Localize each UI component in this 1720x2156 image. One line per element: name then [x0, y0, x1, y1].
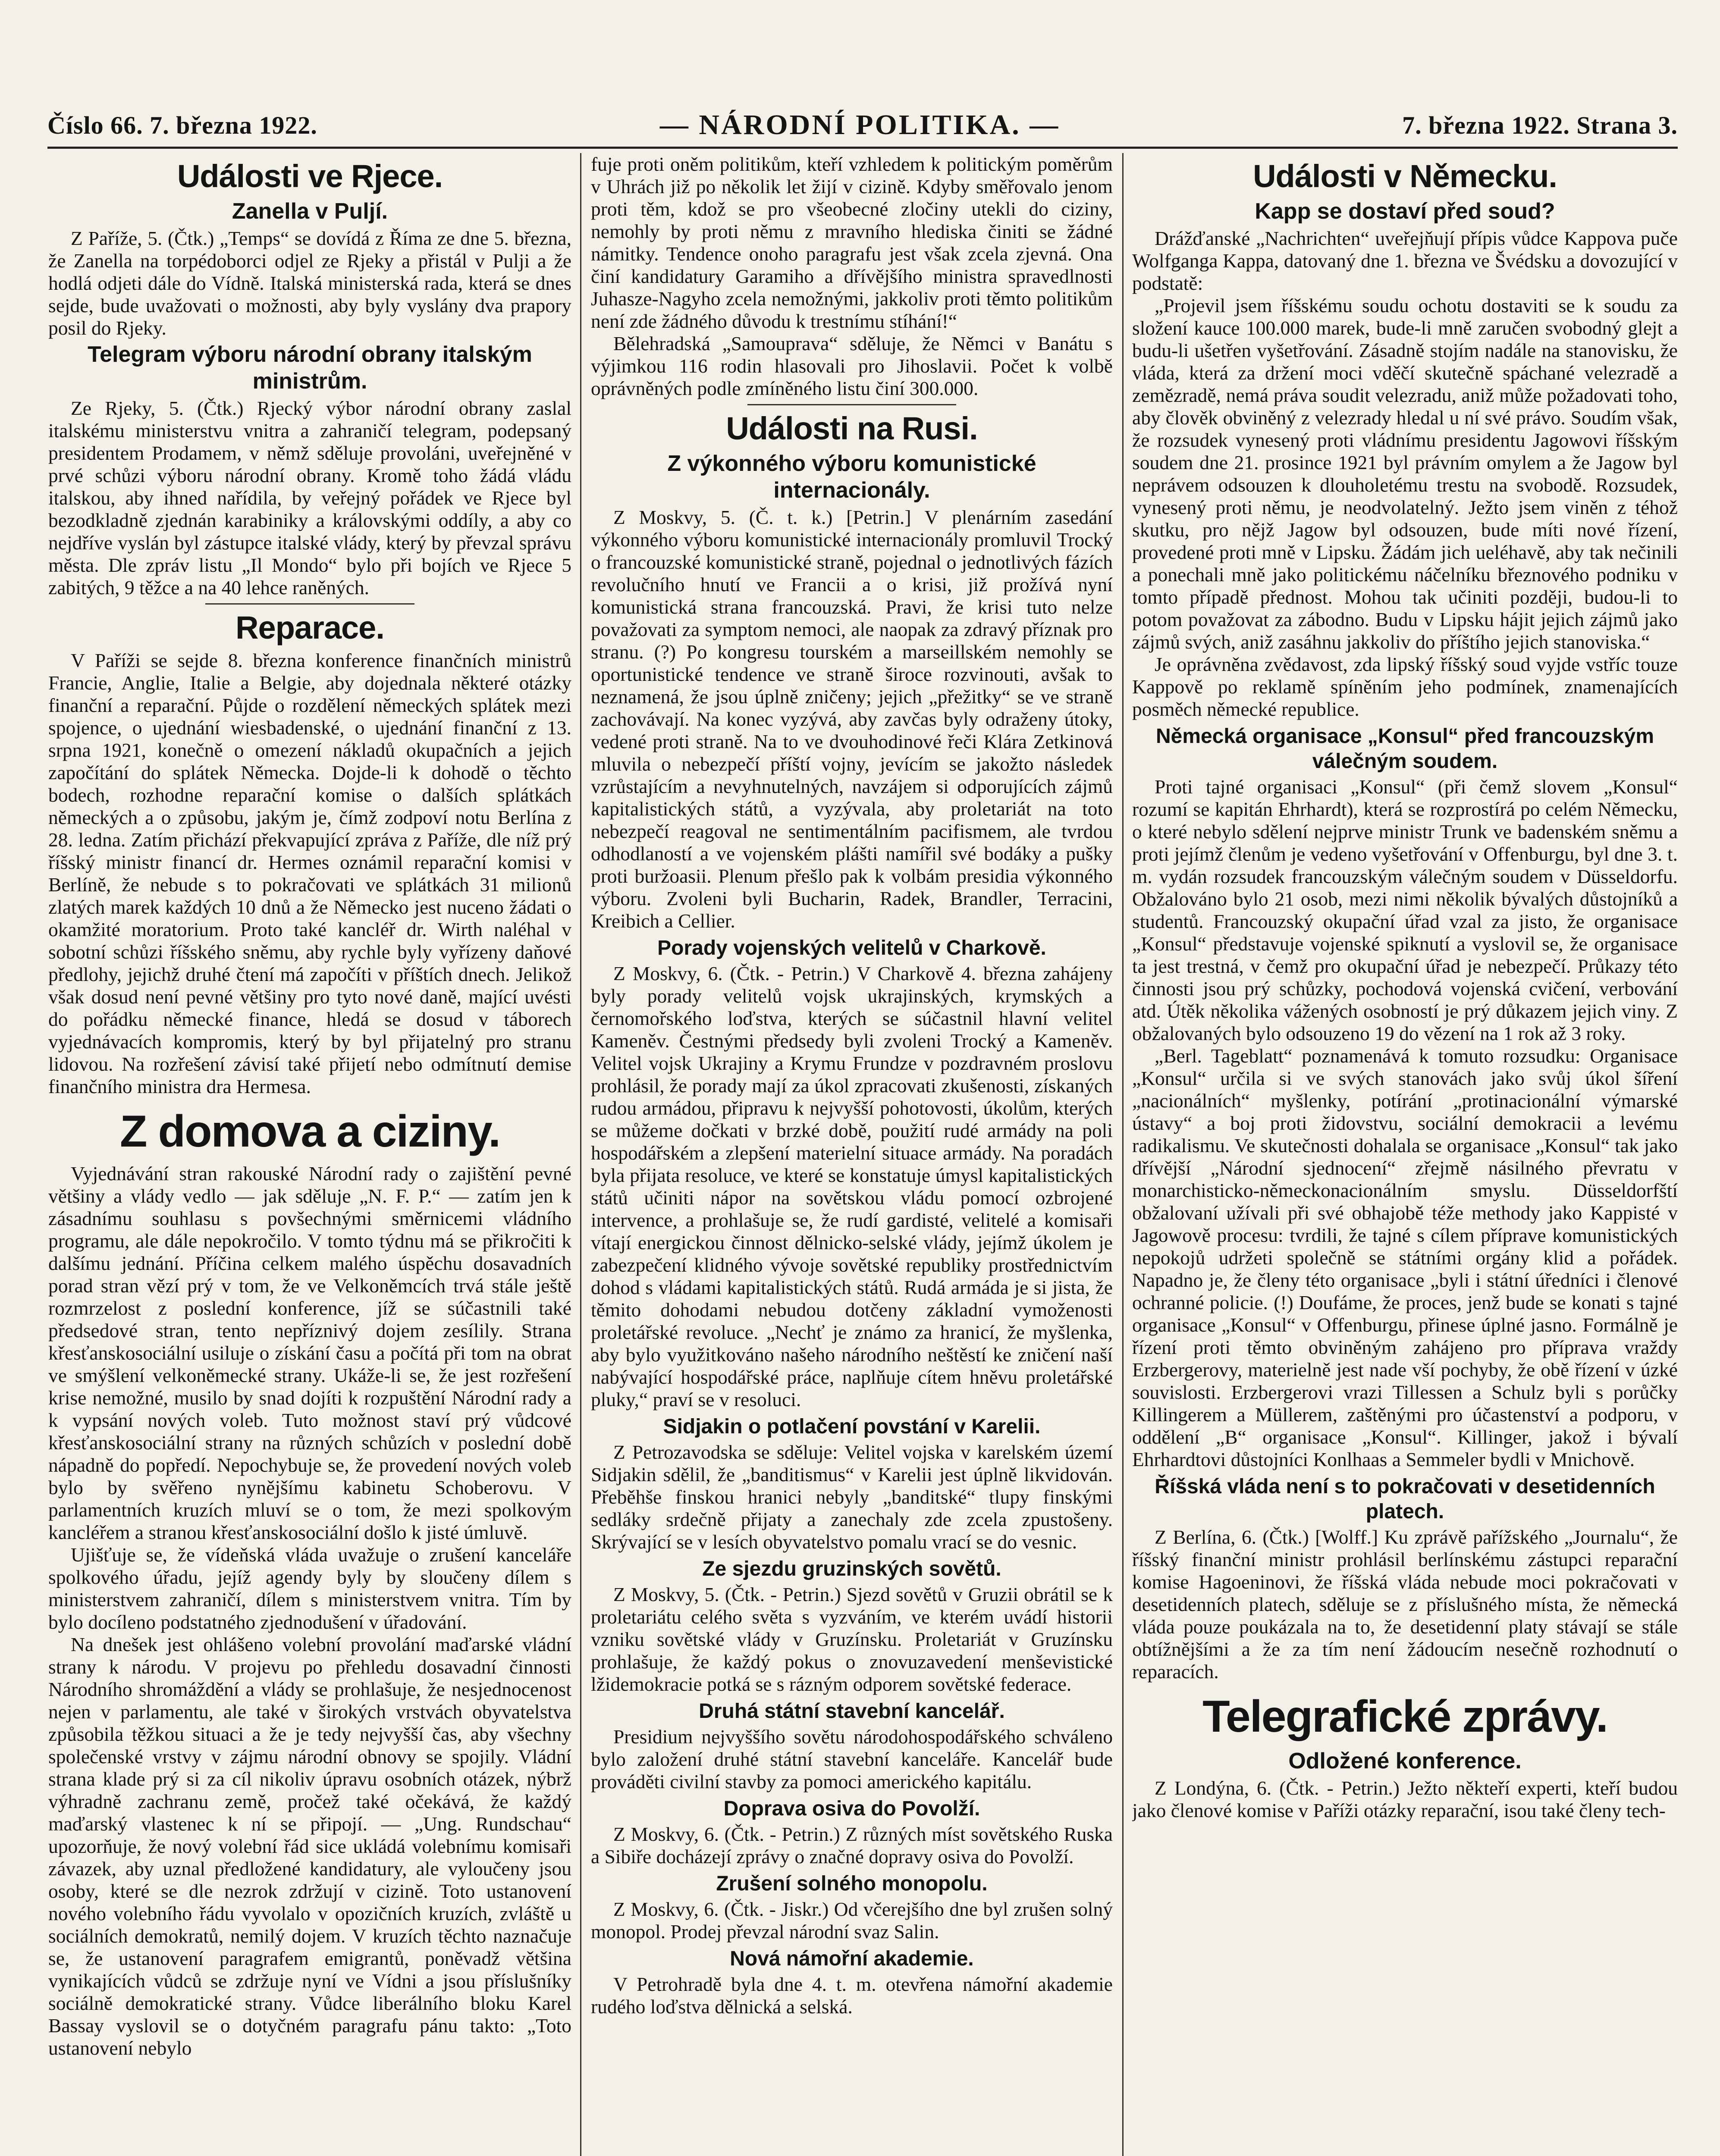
article-paragraph: Z Moskvy, 6. (Čtk. - Petrin.) V Charkově 4. března zahájeny byly porady velitelů vojsk ukrajinských, krymských a černomořského loďstva, kterých se súčastnil hlavní velitel Kameněv. Čestnými předsedy byli zvoleni Trocký a Kameněv. Velitel vojsk Ukrajiny a Krymu Frundze v pozdravném proslovu prohlásil, že porady mají za úkol zpracovati zkušenosti, získaných rudou armádou, připravu k nejvyšší pohotovosti, úkolům, kterých se můžeme dočkati v brzké době, použití rudé armády na poli hospodářském a zlepšení materielní situace armády. Na poradách byla přijata resoluce, ve které se konstatuje úmysl kapitalistických států učiniti nápor na sovětskou vládu pomocí ozbrojené intervence, a prohlašuje se, že rudí gardisté, velitelé a komisaři vítají energickou činnost dělnicko-selské vlády, jejímž úkolem je zabezpečení klidného vývoje sovětské republiky prostřednictvím dohod s vládami kapitalistických států. Rudá armáda je si jista, že těmito dohodami nebudou dotčeny základní vymoženosti proletářské revoluce. „Nechť je známo za hranicí, že myšlenka, aby bylo využitkováno našeho národního neštěstí ke zničení naší nabývající hospodářské práce, naplňuje cítem hněvu proletářské pluky,“ praví se v resoluci. — [591, 962, 1113, 1410]
article-paragraph: „Projevil jsem říšskému soudu ochotu dostaviti se k soudu za složení kauce 100.000 marek, bude-li mně zaručen svobodný glejt a budu-li ušetřen vyšetřování. Zásadně stojím nadále na stanovisku, že vláda, která za držení moci vděčí skutečně spáchané velezradě a zemězradě, nemá práva soudit velezradu, aniž může požadovati toho, aby člověk obviněný z velezrady hledal u ní své právo. Soudím však, že rozsudek vynesený proti vládnímu presidentu Jagowovi říšským soudem dne 21. prosince 1921 byl právním omylem a že Jagow byl neprávem odsouzen k dlouholetému trestu na svobodě. Rozsudek, vynesený proti němu, je neodvolatelný. Ježto jsem viněn z téhož skutku, pro nějž Jagow byl odsouzen, bude míti nové řízení, provedené proti mně v Lipsku. Žádám jich ueléhavě, aby tak nečinili a ponechali mně jako politickému náčelníku březnového podniku v tomto případě přednost. Mohou tak učiniti později, budou-li to potom považovat za zábodno. Budu v Lipsku hájit jejich zájmů jako zájmů svých, aniž zasáhnu jakkoliv do příštího jejich stanoviska.“ — [1132, 295, 1678, 653]
article-paragraph: Z Moskvy, 5. (Č. t. k.) [Petrin.] V plenárním zasedání výkonného výboru komunistické internacionály promluvil Trocký o francouzské komunistické straně, pojednal o jednotlivých fázích revolučního hnutí ve Francii a o krisi, již prožívá nyní komunistická strana francouzská. Pravi, že krisi tuto nelze považovati za symptom nemoci, ale naopak za zdravý příznak pro stranu. (?) Po kongresu tourském a marseillském nemohly se oportunistické tendence ve straně široce rozvinouti, avšak to neznamená, že jsou úplně zničeny; jejich „přežitky“ se ve straně zachovávají. Na konec vyzývá, aby zavčas byly odraženy útoky, vedené proti straně. Na to ve dvouhodinové řeči Klára Zetkinová mluvila o nebezpečí příští vojny, jevícím se jakožto následek vzrůstajícím a nevyhnutelných, navzájem si odporujících zájmů kapitalistických států, a vyzývala, aby proletariát na toto nebezpečí reagoval ne sentimentálním pacifismem, ale tvrdou odhodlaností a ve vojenském plášti namířil své bodáky a pušky proti buržoasii. Plenum přešlo pak k volbám presidia výkonného výboru. Zvoleni byli Bucharin, Radek, Brandler, Terracini, Kreibich a Cellier. — [591, 506, 1113, 932]
article-paragraph: Ujišťuje se, že vídeňská vláda uvažuje o zrušení kanceláře spolkového úřadu, jejíž agendy byly by sloučeny dílem s ministerstvem zahraničí, dílem s ministerstvem vnitra. Tím by bylo docíleno podstatného zjednodušení v úřadování. — [48, 1544, 571, 1633]
article-paragraph: Z Moskvy, 6. (Čtk. - Jiskr.) Od včerejšího dne byl zrušen solný monopol. Prodej převzal národní svaz Salin. — [591, 1898, 1113, 1943]
page-header — [47, 103, 1678, 149]
article-paragraph: Z Berlína, 6. (Čtk.) [Wolff.] Ku zprávě pařížského „Journalu“, že říšský finanční ministr prohlásil berlínskému zástupci reparační komise Hagoeninovi, že říšská vláda nebude moci pokračovati v desetidenních platech, sděluje se z příslušného místa, že německá vláda pouze poukázala na to, že desetidenní platy stávají se stále obtížnějšími a že za tím není žádoucím nesečně rozhodnutí o reparacích. — [1132, 1526, 1678, 1683]
article-paragraph: Na dnešek jest ohlášeno volební provolání maďarské vládní strany k národu. V projevu po přehledu dosavadní činnosti Národního shromáždění a vlády se prohlašuje, že nesjednocenost nejen v parlamentu, ale také v širokých vrstvách obyvatelstva způsobila těžkou situaci a že je tedy nejvyšší čas, aby všechny společenské vrstvy v zájmu národní obnovy se spojily. Vládní strana klade prý si za cíl nikoliv úpravu osobních otázek, nýbrž výhradně zachranu země, pročež také očekává, že každý maďarský vlastenec k ní se připojí. — „Ung. Rundschau“ upozorňuje, že nový volební řád sice ukládá volebnímu komisaři závazek, aby uznal předložené kandidatury, ale vyloučeny jsou osoby, které se dle nezrok zdržují v cizině. Toto ustanovení nového volebního řádu vyvolalo v opozičních kruzích, zvláště u sociálních demokratů, nemilý dojem. V kruzích těchto naznačuje se, že ustanovení paragrafem emigrantů, poněvadž většina vynikajících vůdců se zdržuje nyní ve Vídni a jsou příslušníky sociálně demokratické strany. Vůdce liberálního bloku Karel Bassay vyslovil se o dotyčném paragrafu pánu takto: „Toto ustanovení nebylo — [48, 1633, 571, 2059]
article-paragraph: Drážďanské „Nachrichten“ uveřejňují přípis vůdce Kappova puče Wolfganga Kappa, datovaný dne 1. března ve Švédsku a dovozující v podstatě: — [1132, 227, 1678, 294]
article-title: Říšská vláda není s to pokračovati v desetidenních platech. — [1155, 1475, 1655, 1523]
article-paragraph: Je oprávněna zvědavost, zda lipský říšský soud vyjde vstříc touze Kappově po reklamě spíněním jeho podmínek, znamenajících posměch německé republice. — [1132, 653, 1678, 720]
article-paragraph: Z Petrozavodska se sděluje: Velitel vojska v karelském území Sidjakin sdělil, že „banditismus“ v Karelii jest úplně likvidován. Přeběhše finskou hranici nebyly „banditské“ tlupy finskými sedláky srdečně přijaty a zanechaly zde zcela zpustošeny. Skrývající se v lesích obyvatelstvo pomalu vrací se do vesnic. — [591, 1441, 1113, 1553]
article-title: Německá organisace „Konsul“ před francouzským válečným soudem. — [1155, 725, 1654, 773]
article-paragraph: Z Paříže, 5. (Čtk.) „Temps“ se dovídá z Říma ze dne 5. března, že Zanella na torpédoborci odjel ze Rjeky a přistál v Pulji a že hodlá odjeti dále do Vídně. Italská ministerská rada, která se dnes sejde, bude uvažovati o možnosti, aby byly vyslány dva prapory posil do Rjeky. — [48, 227, 571, 339]
article-paragraph: Z Moskvy, 6. (Čtk. - Petrin.) Z různých míst sovětského Ruska a Sibiře docházejí zprávy o značné dopravy osiva do Povolží. — [591, 1823, 1113, 1868]
article-title: Druhá státní stavební kancelář. — [699, 1700, 1005, 1723]
article-paragraph: Presidium nejvyššího sovětu národohospodářského schváleno bylo založení druhé státní stavební kanceláře. Kancelář bude prováděti civilní stavby za pomoci amerického kapitálu. — [591, 1726, 1113, 1792]
article-title: Zrušení solného monopolu. — [716, 1872, 988, 1895]
divider — [747, 404, 956, 405]
section-title: Události v Německu. — [1253, 158, 1557, 194]
issue-date: Číslo 66. 7. března 1922. — [47, 111, 317, 139]
article-title: Nová námořní akademie. — [730, 1947, 974, 1970]
section-title: Události ve Rjece. — [177, 158, 443, 194]
divider — [205, 603, 414, 605]
article-title: Doprava osiva do Povolží. — [723, 1797, 980, 1820]
article-paragraph: Bělehradská „Samouprava“ sděluje, že Němci v Banátu s výjimkou 116 rodin hlasovali pro Jihoslavii. Počet k volbě oprávněných podle zmíněného listu činí 300.000. — [591, 332, 1113, 399]
article-paragraph: Z Londýna, 6. (Čtk. - Petrin.) Ježto někteří experti, kteří budou jako členové komise v Paříži otázky reparační, isou také členy tech- — [1132, 1777, 1678, 1821]
section-title: Události na Rusi. — [726, 411, 978, 446]
article-paragraph: „Berl. Tageblatt“ poznamenává k tomuto rozsudku: Organisace „Konsul“ určila si ve svých stanovách jako svůj úkol šíření „nacionálních“ myšlenky, potírání „protinacionální výmarské ústavy“ a boj proti židovstvu, sociální demokracii a levému radikalismu. Ve skutečnosti dohalala se organisace „Konsul“ tak jako dřívější „Národní sjednocení“ zřejmě násilného převratu v monarchisticko-německonacionálním smyslu. Düsseldorfští obžalovaní užívali při své obhajobě téže methody jako Kappisté v Jagowově procesu: tvrdili, že tajné s cílem příprave komunistických nepokojů udržeti společně se státními orgány klid a pořádek. Napadno je, že členy této organisace „byli i státní úředníci i členové ochranné policie. (!) Doufáme, že proces, jenž bude se konati s tajné organisace „Konsul“ v Offenburgu, přinese úplné jasno. Formálně je řízení proti těmto obviněným zahájeno pro příprava vraždy Erzbergerovy, materielně jest nade vší pochyby, že obě řízení v úzké souvislosti. Erzbergerovi vrazi Tillessen a Schulz byli s porůčky Killingerem a Müllerem, zaštěnými pro účastenství a podporu, v oddělení „B“ organisace „Konsul“. Killinger, jakož i bývalí Ehrhardtovi důstojníci Konlhaas a Semmeler bydli v Mnichově. — [1132, 1045, 1678, 1470]
article-paragraph: Vyjednávání stran rakouské Národní rady o zajištění pevné většiny a vlády vedlo — jak sděluje „N. F. P.“ — zatím jen k zásadnímu souhlasu s povšechnými směrnicemi vládního programu, ale dále nepokročilo. V tomto týdnu má se přikročiti k dalšímu jednání. Příčina celkem malého úspěchu dosavadních porad stran vězí prý v tom, že ve Velkoněmcích trvá stále ještě rozmrzelost z poslední konference, jíž se súčastnili také předsedové stran, tento nepříznivý dojem zesílily. Strana křesťanskosociální usiluje o získání času a počítá při tom na obrat ve smýšlení velkoněmecké strany. Ukáže-li se, že jest rozřešení krise nemožné, musilo by snad dojíti k rozpuštění Národní rady a k vypsání nových voleb. Tuto možnost staví prý vůdcové křesťanskosociální strany na různých schůzích v poslední době nápadně do popředí. Nepochybuje se, že provedení nových voleb bylo by svěřeno nynějšímu kabinetu Schoberovu. V parlamentních kruzích mluví se o tom, že mezi spolkovým kancléřem a stranou křesťanskosociální došlo k jisté úmluvě. — [48, 1163, 571, 1543]
article-paragraph: Proti tajné organisaci „Konsul“ (při čemž slovem „Konsul“ rozumí se kapitán Ehrhardt), která se rozprostírá po celém Německu, o které nebylo sdělení nejprve ministr Trunk ve badenském sněmu a proti jejímž členům je vedeno vyšetřování v Offenburgu, byl dne 3. t. m. vydán rozsudek francouzským válečným soudem v Düsseldorfu. Obžalováno bylo 21 osob, mezi nimi několik bývalých důstojníků a studentů. Francouzský okupační úřad vzal za jisto, že organisace „Konsul“ představuje vojenské spiknutí a vyslovil se, že organisace ta jest trestná, v čemž pro okupační úřad je nebezpečí. Průkazy této činnosti jsou prý schůzky, pochodová vojenská cvičení, verbování atd. Útěk několika vážených osobností je prý důkazem jejich viny. Z obžalovaných bylo odsouzeno 19 do vězení na 1 rok až 3 roky. — [1132, 776, 1678, 1044]
article-paragraph: fuje proti oněm politikům, kteří vzhledem k politickým poměrům v Uhrách již po několik let žijí v cizině. Kdyby směřovalo jenom proti těm, kdož se pro všeobecné zločiny utekli do ciziny, nemohly by proti němu z mravního hlediska činiti se žádné námitky. Tendence onoho paragrafu jest však zcela zjevná. Ona činí kandidatury Garamiho a dřívějšího ministra spravedlnosti Juhasze-Nagyho zcela nemožnými, jakkoliv proti těmto politikům není zde žádného důvodu k trestnímu stíhání!“ — [591, 153, 1113, 332]
article-subtitle: Kapp se dostaví před soud? — [1255, 199, 1555, 224]
article-subtitle: Zanella v Puljí. — [232, 199, 388, 224]
article-paragraph: V Petrohradě byla dne 4. t. m. otevřena námořní akademie rudého loďstva dělnická a selská. — [591, 1973, 1113, 2018]
section-title: Reparace. — [235, 610, 384, 646]
section-title: Z domova a ciziny. — [120, 1106, 500, 1156]
article-title: Telegram výboru národní obrany italským ministrům. — [88, 342, 532, 394]
column-left — [48, 153, 571, 2156]
article-paragraph: Z Moskvy, 5. (Čtk. - Petrin.) Sjezd sovětů v Gruzii obrátil se k proletariátu celého světa s vyzváním, ve kterém uvádí historii vzniku sovětské vlády v Gruzínsku. Proletariát v Gruzínsku prohlašuje, že každý pokus o znovuzavedení menševistické lžidemokracie potká se s rázným odporem sovětské federace. — [591, 1583, 1113, 1695]
article-title: Sidjakin o potlačení povstání v Karelii. — [663, 1415, 1041, 1438]
article-title: Porady vojenských velitelů v Charkově. — [657, 937, 1046, 959]
masthead-title: — NÁRODNÍ POLITIKA. — — [659, 109, 1060, 141]
column-right — [1132, 153, 1678, 2156]
article-subtitle: Z výkonného výboru komunistické internacionály. — [667, 451, 1036, 503]
article-paragraph: Ze Rjeky, 5. (Čtk.) Rjecký výbor národní obrany zaslal italskému ministerstvu vnitra a zahraničí telegram, podepsaný presidentem Prodamem, v němž sděluje provoláni, uveřejněné v prvé schůzi výboru národní obrany. Kromě toho žádá vládu italskou, aby ihned nařídila, by veřejný pořádek ve Rjece byl bezodkladně zjednán karabiniky a královskými oddíly, a aby co nejdříve vyslán byl zástupce italské vlády, který by převzal správu města. Dle zpráv listu „Il Mondo“ bylo při bojích ve Rjece 5 zabitých, 9 těžce a na 40 lehce raněných. — [48, 397, 571, 599]
article-paragraph: V Paříži se sejde 8. března konference finančních ministrů Francie, Anglie, Italie a Belgie, aby dojednala některé otázky finanční a reparační. Půjde o rozdělení německých splátek mezi spojence, o ujednání wiesbadenské, o ujednání finanční z 13. srpna 1921, konečně o omezení nákladů okupačních a jejich započítání do splátek Německa. Dojde-li k dohodě o těchto bodech, rozhodne reparační komise o dalších splátkách německých a o způsobu, jakým je, čímž zodpoví notu Berlína z 28. ledna. Zatím přichází překvapující zpráva z Paříže, dle níž prý říšský ministr financí dr. Hermes oznámil reparační komisi v Berlíně, že nebude s to pokračovati ve splátkách 31 milionů zlatých marek každých 10 dnů a že Německo jest nuceno žádati o okamžité moratorium. Proto také kancléř dr. Wirth naléhal v sobotní schůzi říšského sněmu, aby rychle byly vyřízeny daňové předlohy, jejichž druhé čtení má započíti v příštích dnech. Jelikož však dosud není pevné většiny pro tyto nové daně, mající uvésti do pořádku německé finance, hledá se dosud v táborech vyjednávacích kompromis, který by byl přijatelný pro stranu lidovou. Na rozřešení závisí také přijetí nebo odmítnutí demise finančního ministra dra Hermesa. — [48, 649, 571, 1097]
article-title: Ze sjezdu gruzinských sovětů. — [702, 1557, 1001, 1580]
column-middle — [580, 153, 1124, 2156]
article-subtitle: Odložené konference. — [1288, 1749, 1522, 1774]
date-page-number: 7. března 1922. Strana 3. — [1402, 111, 1678, 139]
section-title: Telegrafické zprávy. — [1202, 1692, 1607, 1742]
